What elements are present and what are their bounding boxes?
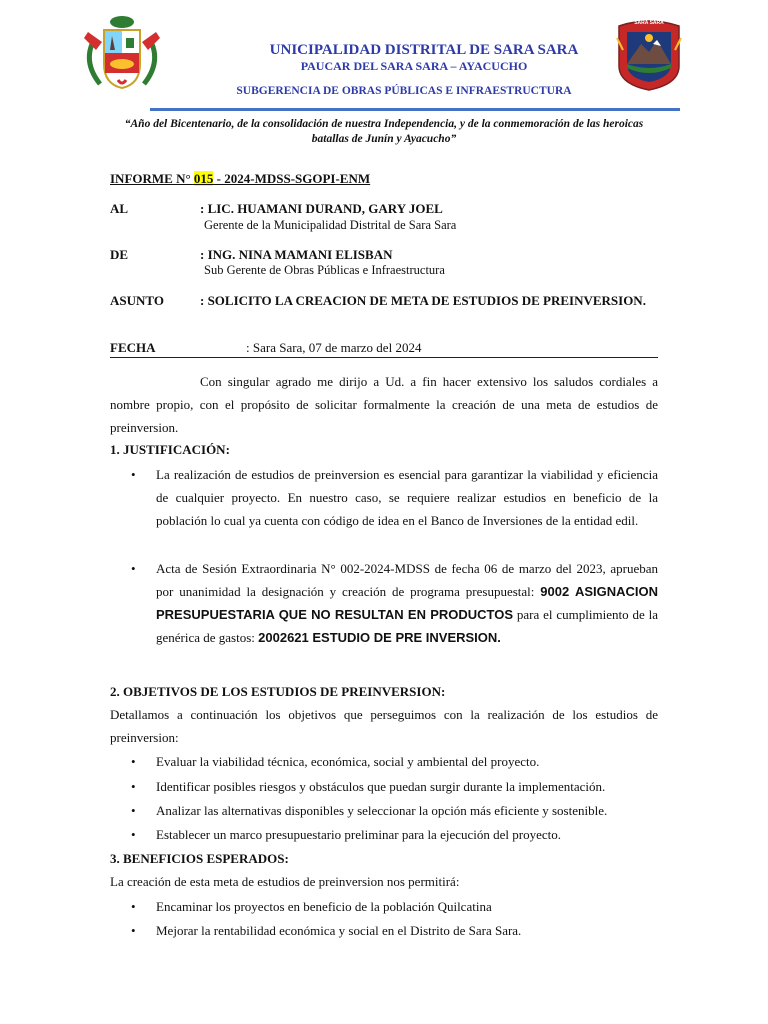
report-number — [110, 171, 370, 187]
intro-rest: nombre propio, con el propósito de solicitar formalmente la creación de una meta de estudios de preinversion. — [110, 397, 658, 435]
al-value: : LIC. HUAMANI DURAND, GARY JOEL — [200, 201, 443, 216]
municipality-name: UNICIPALIDAD DISTRITAL DE SARA SARA — [269, 42, 579, 58]
section-3-intro: La creación de esta meta de estudios de preinversion nos permitirá: — [110, 874, 460, 889]
logo-text: SARA SARA — [634, 20, 664, 26]
memo-divider — [110, 357, 658, 358]
bullet-glyph: • — [131, 754, 136, 769]
fecha-label: FECHA — [110, 340, 156, 355]
year-motto: “Año del Bicentenario, de la consolidación de nuestra Independencia, y de la conmemoración de las heroicas batallas de Junín y Ayacucho” — [124, 118, 644, 145]
section-2-title: 2. OBJETIVOS DE LOS ESTUDIOS DE PREINVERSION: — [110, 684, 446, 699]
program-code: 9002 ASIGNACION PRESUPUESTARIA QUE NO RESULTAN EN PRODUCTOS — [156, 584, 659, 622]
acta-text: Acta de Sesión Extraordinaria N° 002-2024-MDSS de fecha 06 de marzo del 2023, aprueban por unanimidad la designación y creación de programa presupuestal: — [156, 561, 658, 599]
section-2-intro: Detallamos a continuación los objetivos que perseguimos con la realización de los estudios de preinversion: — [110, 707, 658, 745]
list-item: La realización de estudios de preinversion es esencial para garantizar la viabilidad y eficiencia de cualquier proyecto. En nuestro caso, se requiere realizar estudios en beneficio de la población lo cual ya cuenta con código de idea en el Banco de Inversiones de la entidad edil. — [156, 467, 658, 528]
spending-code: 2002621 ESTUDIO DE PRE INVERSION. — [258, 630, 501, 645]
bullet-glyph: • — [131, 827, 136, 842]
bullet-glyph: • — [131, 561, 136, 576]
subdepartment-name: SUBGERENCIA DE OBRAS PÚBLICAS E INFRAESTRUCTURA — [236, 85, 572, 97]
asunto-value: : SOLICITO LA CREACION DE META DE ESTUDIOS DE PREINVERSION. — [200, 293, 646, 308]
section-3-title: 3. BENEFICIOS ESPERADOS: — [110, 851, 289, 866]
municipality-location: PAUCAR DEL SARA SARA – AYACUCHO — [300, 59, 528, 73]
bullet-glyph: • — [131, 803, 136, 818]
report-number-highlight: 015 — [193, 171, 214, 186]
list-item — [156, 557, 658, 649]
al-subtitle: Gerente de la Municipalidad Distrital de Sara Sara — [204, 218, 457, 232]
de-value: : ING. NINA MAMANI ELISBAN — [200, 247, 393, 262]
acta-text-2: para el cumplimiento de la genérica de gastos: — [156, 607, 658, 645]
de-subtitle: Sub Gerente de Obras Públicas e Infraestructura — [204, 263, 445, 277]
list-item: Evaluar la viabilidad técnica, económica, social y ambiental del proyecto. — [156, 754, 540, 769]
list-item: Analizar las alternativas disponibles y seleccionar la opción más eficiente y sostenible. — [156, 803, 608, 818]
list-item: Identificar posibles riesgos y obstáculos que puedan surgir durante la implementación. — [156, 779, 606, 794]
intro-paragraph — [110, 370, 658, 439]
list-item: Encaminar los proyectos en beneficio de la población Quilcatina — [156, 899, 492, 914]
list-item: Establecer un marco presupuestario preliminar para la ejecución del proyecto. — [156, 827, 561, 842]
bullet-glyph: • — [131, 923, 136, 938]
intro-line-1: Con singular agrado me dirijo a Ud. a fin hacer extensivo los saludos cordiales a — [200, 374, 658, 389]
list-item: Mejorar la rentabilidad económica y social en el Distrito de Sara Sara. — [156, 923, 522, 938]
fecha-value: : Sara Sara, 07 de marzo del 2024 — [246, 340, 422, 355]
section-1-title: 1. JUSTIFICACIÓN: — [110, 442, 230, 457]
header-divider — [150, 108, 680, 111]
bullet-glyph: • — [131, 779, 136, 794]
al-label: AL — [110, 201, 129, 216]
bullet-glyph: • — [131, 899, 136, 914]
asunto-label: ASUNTO — [110, 293, 164, 308]
report-prefix: INFORME N° — [110, 171, 194, 186]
de-label: DE — [110, 247, 129, 262]
bullet-glyph: • — [131, 467, 136, 482]
report-suffix: - 2024-MDSS-SGOPI-ENM — [213, 171, 371, 186]
